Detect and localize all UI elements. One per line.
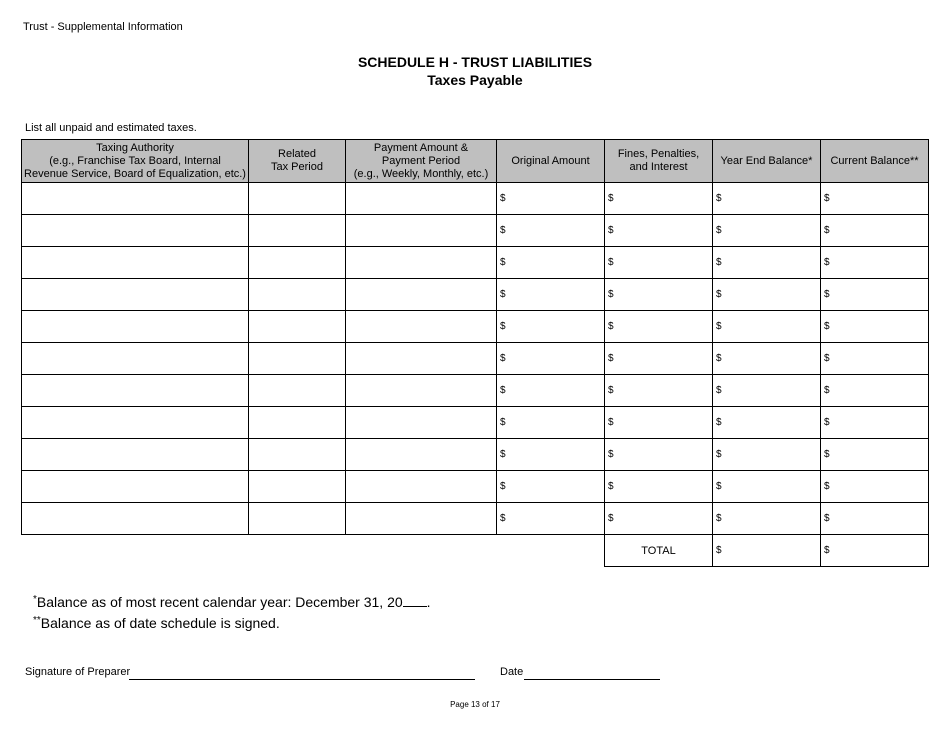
- table-cell-input[interactable]: [821, 215, 929, 247]
- table-cell-input[interactable]: [22, 311, 249, 343]
- currency-symbol: $: [500, 417, 506, 428]
- table-cell-input[interactable]: [713, 311, 821, 343]
- table-cell-input[interactable]: [497, 343, 605, 375]
- currency-symbol: $: [824, 417, 830, 428]
- column-header-line: and Interest: [629, 161, 688, 173]
- page-title: [0, 53, 950, 89]
- currency-symbol: $: [824, 481, 830, 492]
- table-cell-input[interactable]: [821, 343, 929, 375]
- currency-symbol: $: [500, 449, 506, 460]
- table-cell-input[interactable]: [713, 407, 821, 439]
- column-header: [22, 140, 249, 183]
- footnote-year-end: [33, 593, 431, 610]
- column-header: [346, 140, 497, 183]
- table-cell-input[interactable]: [713, 343, 821, 375]
- table-cell-input[interactable]: [346, 183, 497, 215]
- currency-symbol: $: [608, 257, 614, 268]
- column-header-line: Tax Period: [271, 161, 323, 173]
- currency-symbol: $: [500, 289, 506, 300]
- table-row: [22, 407, 929, 439]
- table-row: [22, 439, 929, 471]
- currency-symbol: $: [608, 193, 614, 204]
- table-cell-input[interactable]: [249, 215, 346, 247]
- column-header-line: Taxing Authority: [96, 141, 174, 154]
- table-cell-input[interactable]: [249, 407, 346, 439]
- table-cell-input[interactable]: [497, 503, 605, 535]
- currency-symbol: $: [716, 417, 722, 428]
- table-row: [22, 183, 929, 215]
- table-cell-input[interactable]: [346, 247, 497, 279]
- total-row-spacer: [22, 535, 605, 567]
- currency-symbol: $: [608, 321, 614, 332]
- table-cell-input[interactable]: [22, 439, 249, 471]
- currency-symbol: $: [716, 385, 722, 396]
- currency-symbol: $: [716, 193, 722, 204]
- currency-symbol: $: [500, 225, 506, 236]
- column-header-line: Related: [278, 148, 316, 160]
- column-header-line: (e.g., Franchise Tax Board, Internal: [49, 154, 221, 167]
- table-cell-input[interactable]: [249, 247, 346, 279]
- table-cell-input[interactable]: [713, 439, 821, 471]
- table-cell-input[interactable]: [497, 471, 605, 503]
- currency-symbol: $: [716, 513, 722, 524]
- table-cell-input[interactable]: [497, 183, 605, 215]
- table-cell-input[interactable]: [821, 503, 929, 535]
- table-cell-input[interactable]: [713, 247, 821, 279]
- currency-symbol: $: [500, 257, 506, 268]
- table-row: [22, 471, 929, 503]
- currency-symbol: $: [500, 481, 506, 492]
- signature-field[interactable]: [129, 679, 475, 680]
- currency-symbol: $: [716, 257, 722, 268]
- column-header-line: Current Balance**: [830, 154, 919, 167]
- footnote-period: .: [426, 594, 431, 610]
- table-cell-input[interactable]: [821, 471, 929, 503]
- table-cell-input[interactable]: [713, 375, 821, 407]
- column-header-line: (e.g., Weekly, Monthly, etc.): [353, 167, 489, 180]
- column-header-line: Payment Period: [381, 154, 461, 167]
- currency-symbol: $: [500, 513, 506, 524]
- currency-symbol: $: [608, 353, 614, 364]
- table-cell-input[interactable]: [249, 471, 346, 503]
- currency-symbol: $: [608, 225, 614, 236]
- currency-symbol: $: [500, 321, 506, 332]
- table-cell-input[interactable]: [249, 183, 346, 215]
- currency-symbol: $: [608, 385, 614, 396]
- table-cell-input[interactable]: [346, 375, 497, 407]
- section-header: Trust - Supplemental Information: [23, 21, 183, 33]
- table-cell-input[interactable]: [22, 503, 249, 535]
- table-row: [22, 279, 929, 311]
- table-cell-input[interactable]: [605, 375, 713, 407]
- currency-symbol: $: [824, 289, 830, 300]
- table-cell-input[interactable]: [22, 247, 249, 279]
- currency-symbol: $: [608, 289, 614, 300]
- table-row: [22, 503, 929, 535]
- table-cell-input[interactable]: [821, 279, 929, 311]
- currency-symbol: $: [608, 449, 614, 460]
- column-header: [497, 140, 605, 183]
- table-cell-input[interactable]: [605, 279, 713, 311]
- table-cell-input[interactable]: [605, 439, 713, 471]
- currency-symbol: $: [824, 513, 830, 524]
- table-cell-input[interactable]: [346, 215, 497, 247]
- currency-symbol: $: [824, 193, 830, 204]
- currency-symbol: $: [716, 289, 722, 300]
- table-cell-input[interactable]: [605, 343, 713, 375]
- footnote-marker: *: [33, 594, 37, 605]
- table-cell-input[interactable]: [346, 407, 497, 439]
- currency-symbol: $: [716, 481, 722, 492]
- table-cell-input[interactable]: [821, 439, 929, 471]
- footnote-text: Balance as of date schedule is signed.: [40, 615, 280, 631]
- currency-symbol: $: [716, 449, 722, 460]
- table-cell-input[interactable]: [249, 439, 346, 471]
- table-cell-input[interactable]: [22, 407, 249, 439]
- currency-symbol: $: [716, 225, 722, 236]
- taxes-payable-table: [21, 139, 929, 567]
- schedule-title: SCHEDULE H - TRUST LIABILITIES: [357, 54, 593, 70]
- table-cell-input[interactable]: [497, 407, 605, 439]
- table-row: [22, 247, 929, 279]
- table-cell-input[interactable]: [713, 503, 821, 535]
- table-row: [22, 215, 929, 247]
- table-cell-input[interactable]: [605, 311, 713, 343]
- table-cell-input[interactable]: [821, 247, 929, 279]
- table-cell-input[interactable]: [713, 279, 821, 311]
- date-label: Date: [500, 666, 524, 678]
- footnote-marker: **: [33, 615, 41, 626]
- footnote-text: Balance as of most recent calendar year: December 31, 20: [36, 594, 403, 610]
- table-cell-input[interactable]: [22, 375, 249, 407]
- table-cell-input[interactable]: [821, 375, 929, 407]
- column-header-line: Payment Amount &: [373, 141, 469, 154]
- table-cell-input[interactable]: [497, 311, 605, 343]
- table-cell-input[interactable]: [605, 407, 713, 439]
- table-cell-input[interactable]: [22, 183, 249, 215]
- date-field[interactable]: [524, 679, 660, 680]
- table-cell-input[interactable]: [497, 215, 605, 247]
- currency-symbol: $: [824, 225, 830, 236]
- table-cell-input[interactable]: [22, 279, 249, 311]
- currency-symbol: $: [824, 353, 830, 364]
- page-number: Page 13 of 17: [450, 700, 500, 709]
- currency-symbol: $: [824, 449, 830, 460]
- table-header-row: [22, 140, 929, 183]
- column-header-line: Fines, Penalties,: [617, 148, 700, 160]
- table-cell-input[interactable]: [605, 471, 713, 503]
- currency-symbol: $: [500, 193, 506, 204]
- column-header-line: Year End Balance*: [720, 154, 813, 167]
- table-cell-input[interactable]: [249, 503, 346, 535]
- table-cell-input[interactable]: [821, 183, 929, 215]
- footnote-current: [33, 615, 280, 631]
- column-header-line: Original Amount: [511, 154, 590, 167]
- table-cell-input[interactable]: [605, 247, 713, 279]
- table-cell-input[interactable]: [346, 343, 497, 375]
- table-cell-input[interactable]: [249, 343, 346, 375]
- currency-symbol: $: [716, 545, 722, 556]
- total-label: TOTAL: [605, 535, 713, 567]
- table-cell-input[interactable]: [605, 183, 713, 215]
- currency-symbol: $: [824, 545, 830, 556]
- total-input[interactable]: [713, 535, 821, 567]
- column-header-line: Revenue Service, Board of Equalization, etc.): [24, 167, 246, 180]
- currency-symbol: $: [608, 513, 614, 524]
- year-blank-field[interactable]: [403, 593, 427, 607]
- table-cell-input[interactable]: [22, 471, 249, 503]
- table-cell-input[interactable]: [346, 471, 497, 503]
- table-cell-input[interactable]: [249, 279, 346, 311]
- table-cell-input[interactable]: [22, 343, 249, 375]
- table-cell-input[interactable]: [713, 215, 821, 247]
- table-cell-input[interactable]: [605, 215, 713, 247]
- table-cell-input[interactable]: [713, 183, 821, 215]
- total-row: [22, 535, 929, 567]
- table-cell-input[interactable]: [497, 439, 605, 471]
- currency-symbol: $: [608, 481, 614, 492]
- column-header: [249, 140, 346, 183]
- total-input[interactable]: [821, 535, 929, 567]
- table-cell-input[interactable]: [249, 311, 346, 343]
- table-cell-input[interactable]: [821, 407, 929, 439]
- signature-label: Signature of Preparer: [25, 666, 131, 678]
- table-cell-input[interactable]: [346, 439, 497, 471]
- table-cell-input[interactable]: [346, 279, 497, 311]
- currency-symbol: $: [824, 321, 830, 332]
- table-cell-input[interactable]: [249, 375, 346, 407]
- table-cell-input[interactable]: [497, 375, 605, 407]
- table-cell-input[interactable]: [497, 247, 605, 279]
- column-header: [821, 140, 929, 183]
- table-row: [22, 343, 929, 375]
- currency-symbol: $: [608, 417, 614, 428]
- column-header: [713, 140, 821, 183]
- table-cell-input[interactable]: [346, 311, 497, 343]
- instruction-text: List all unpaid and estimated taxes.: [25, 122, 197, 134]
- column-header: [605, 140, 713, 183]
- currency-symbol: $: [500, 353, 506, 364]
- table-cell-input[interactable]: [605, 503, 713, 535]
- table-cell-input[interactable]: [497, 279, 605, 311]
- currency-symbol: $: [716, 353, 722, 364]
- table-row: [22, 375, 929, 407]
- table-body: [22, 183, 929, 567]
- currency-symbol: $: [824, 385, 830, 396]
- table-cell-input[interactable]: [346, 503, 497, 535]
- currency-symbol: $: [716, 321, 722, 332]
- currency-symbol: $: [500, 385, 506, 396]
- table-cell-input[interactable]: [22, 215, 249, 247]
- table-row: [22, 311, 929, 343]
- table-cell-input[interactable]: [821, 311, 929, 343]
- currency-symbol: $: [824, 257, 830, 268]
- schedule-subtitle: Taxes Payable: [427, 72, 523, 88]
- table-cell-input[interactable]: [713, 471, 821, 503]
